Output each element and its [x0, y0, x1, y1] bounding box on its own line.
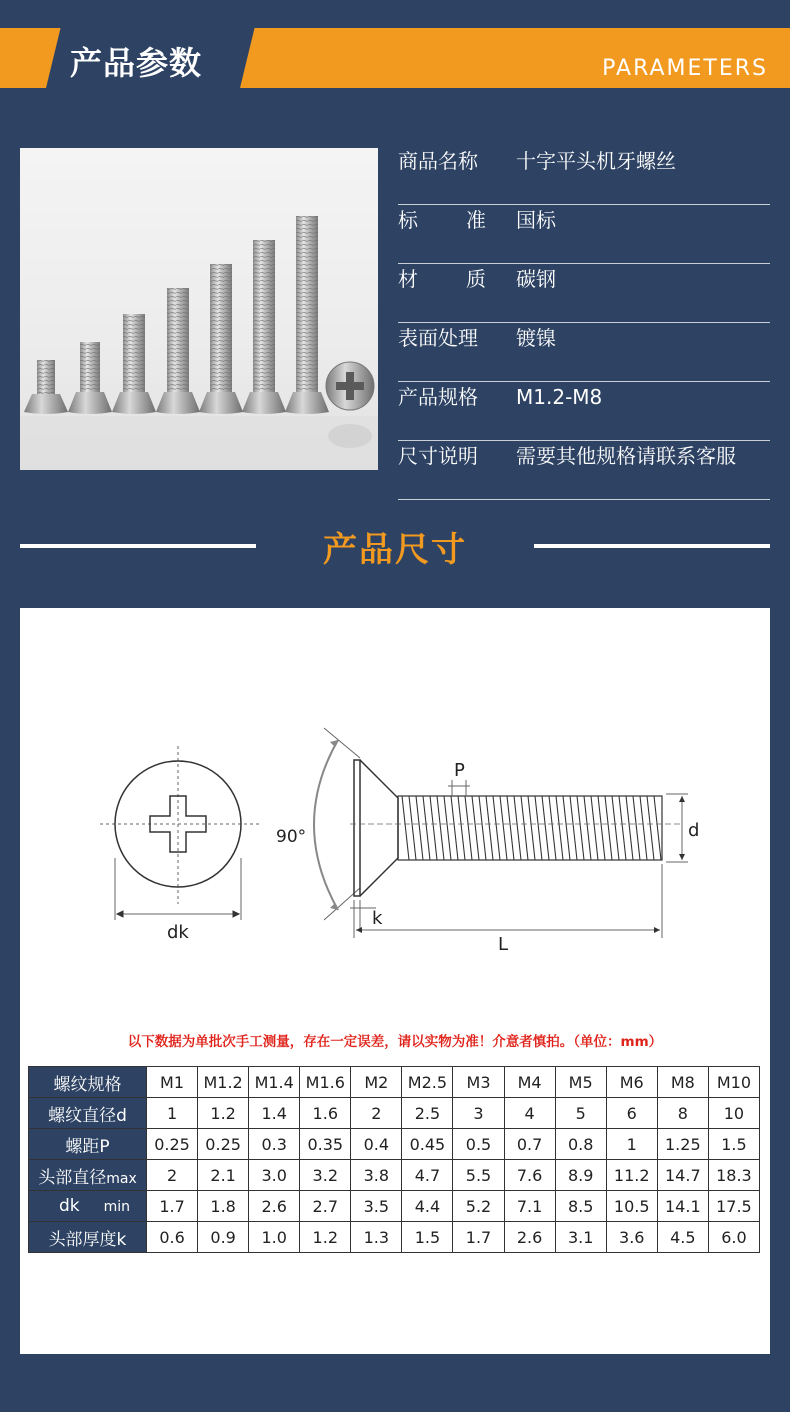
table-cell: 1 [147, 1098, 198, 1129]
table-cell: 14.1 [657, 1191, 708, 1222]
product-photo [20, 148, 378, 470]
table-cell: 2 [147, 1160, 198, 1191]
label-p: P [454, 760, 465, 781]
param-key: 商品名称 [398, 149, 478, 173]
row-header-label: 头部厚度k [48, 1229, 127, 1250]
table-cell: 0.4 [351, 1129, 402, 1160]
table-cell: 1.4 [249, 1098, 300, 1129]
table-cell: 1.5 [708, 1129, 759, 1160]
table-cell: 8 [657, 1098, 708, 1129]
row-header [29, 1067, 147, 1098]
table-cell: 0.35 [300, 1129, 351, 1160]
head-top-view [100, 746, 260, 920]
screw-photo-illustration [20, 148, 378, 470]
row-header [29, 1191, 147, 1222]
screw-side-view [350, 760, 680, 896]
param-value: 国标 [516, 208, 556, 232]
param-row-size-note [398, 441, 770, 500]
thread-line [437, 796, 444, 860]
table-cell: 0.25 [198, 1129, 249, 1160]
row-header-label: 螺纹直径d [48, 1105, 127, 1126]
table-cell: 3 [453, 1098, 504, 1129]
table-cell: 1.3 [351, 1222, 402, 1253]
parameter-list [398, 146, 770, 500]
row-header [29, 1222, 147, 1253]
table-cell: 3.2 [300, 1160, 351, 1191]
screw-2 [68, 342, 112, 414]
table-cell: 5 [555, 1098, 606, 1129]
param-key: 表面处理 [398, 326, 478, 350]
table-cell: 0.7 [504, 1129, 555, 1160]
param-key-part: 标 [398, 208, 418, 232]
header-banner [0, 0, 790, 90]
screw-dimension-diagram [20, 608, 770, 1028]
table-cell: M1.4 [249, 1067, 300, 1098]
thread-line [514, 796, 521, 860]
thread-line [598, 796, 605, 860]
thread-line [570, 796, 577, 860]
thread-line [465, 796, 472, 860]
thread-line [633, 796, 640, 860]
table-row [29, 1098, 760, 1129]
thread-line [563, 796, 570, 860]
table-cell: 4 [504, 1098, 555, 1129]
screw-7 [285, 216, 329, 414]
thread-line [605, 796, 612, 860]
thread-line [458, 796, 465, 860]
table-cell: 4.4 [402, 1191, 453, 1222]
table-cell: M1.6 [300, 1067, 351, 1098]
param-key-part: 准 [466, 208, 486, 232]
table-cell: 4.5 [657, 1222, 708, 1253]
label-angle: 90° [276, 827, 307, 847]
thread-line [500, 796, 507, 860]
table-cell: M1 [147, 1067, 198, 1098]
table-cell: 1.0 [249, 1222, 300, 1253]
thread-line [444, 796, 451, 860]
param-key: 尺寸说明 [398, 444, 478, 468]
table-cell: 0.9 [198, 1222, 249, 1253]
table-cell: 1.7 [453, 1222, 504, 1253]
row-header-label: dk [59, 1196, 80, 1216]
param-value: M1.2-M8 [516, 385, 603, 409]
table-cell: 7.6 [504, 1160, 555, 1191]
thread-line [416, 796, 423, 860]
spec-table [28, 1066, 760, 1253]
table-cell: 17.5 [708, 1191, 759, 1222]
row-header [29, 1098, 147, 1129]
table-cell: M3 [453, 1067, 504, 1098]
table-cell: 0.25 [147, 1129, 198, 1160]
row-header-label: 头部直径 [38, 1167, 107, 1188]
table-cell: 8.9 [555, 1160, 606, 1191]
row-header-label: 螺纹规格 [53, 1074, 122, 1095]
thread-line [549, 796, 556, 860]
param-key: 产品规格 [398, 385, 478, 409]
table-row [29, 1129, 760, 1160]
dimension-panel [20, 608, 770, 1354]
thread-line [535, 796, 542, 860]
row-header [29, 1160, 147, 1191]
thread-line [640, 796, 647, 860]
thread-line [542, 796, 549, 860]
param-key-part: 材 [398, 267, 418, 291]
table-row [29, 1191, 760, 1222]
param-key [398, 264, 486, 294]
table-cell: 7.1 [504, 1191, 555, 1222]
param-value: 碳钢 [516, 267, 556, 291]
thread-line [521, 796, 528, 860]
param-row-spec [398, 382, 770, 441]
screw-4 [156, 288, 200, 414]
table-cell: 3.1 [555, 1222, 606, 1253]
table-cell: 10.5 [606, 1191, 657, 1222]
table-cell: 5.2 [453, 1191, 504, 1222]
section-title: 产品尺寸 [323, 530, 467, 570]
thread-line [402, 796, 409, 860]
row-header-sub: max [106, 1170, 137, 1187]
table-cell: 1.6 [300, 1098, 351, 1129]
table-cell: 0.45 [402, 1129, 453, 1160]
param-value: 十字平头机牙螺丝 [516, 149, 676, 173]
table-cell: 1.8 [198, 1191, 249, 1222]
table-cell: 3.0 [249, 1160, 300, 1191]
thread-line [654, 796, 661, 860]
table-row [29, 1222, 760, 1253]
table-cell: M4 [504, 1067, 555, 1098]
table-cell: 1.2 [198, 1098, 249, 1129]
table-cell: 14.7 [657, 1160, 708, 1191]
table-cell: M8 [657, 1067, 708, 1098]
table-cell: M10 [708, 1067, 759, 1098]
screw-5 [199, 264, 243, 414]
param-row-product-name [398, 146, 770, 205]
table-cell: 18.3 [708, 1160, 759, 1191]
table-cell: 8.5 [555, 1191, 606, 1222]
table-cell: 0.8 [555, 1129, 606, 1160]
screw-3 [112, 314, 156, 414]
table-cell: 3.8 [351, 1160, 402, 1191]
row-header [29, 1129, 147, 1160]
table-cell: 4.7 [402, 1160, 453, 1191]
page-title: 产品参数 [70, 44, 203, 82]
thread-line [486, 796, 493, 860]
table-cell: 10 [708, 1098, 759, 1129]
measurement-note: 以下数据为单批次手工测量，存在一定误差，请以实物为准！介意者慎拍。（单位：mm） [127, 1034, 663, 1050]
table-cell: 0.5 [453, 1129, 504, 1160]
thread-line [619, 796, 626, 860]
label-d: d [688, 820, 700, 841]
table-cell: 0.3 [249, 1129, 300, 1160]
row-header-sub: min [103, 1199, 131, 1215]
param-key [398, 205, 486, 235]
table-cell: 6.0 [708, 1222, 759, 1253]
table-cell: 2.5 [402, 1098, 453, 1129]
table-cell: 1.5 [402, 1222, 453, 1253]
thread-line [528, 796, 535, 860]
row-header-label: 螺距P [65, 1136, 110, 1157]
thread-line [479, 796, 486, 860]
thread-line [626, 796, 633, 860]
label-dk: dk [167, 922, 189, 943]
thread-line [612, 796, 619, 860]
thread-line [409, 796, 416, 860]
table-cell: M2.5 [402, 1067, 453, 1098]
table-cell: M6 [606, 1067, 657, 1098]
table-cell: M2 [351, 1067, 402, 1098]
param-key-part: 质 [466, 267, 486, 291]
table-cell: M5 [555, 1067, 606, 1098]
thread-line [430, 796, 437, 860]
thread-line [493, 796, 500, 860]
label-l: L [498, 934, 509, 955]
table-cell: 3.5 [351, 1191, 402, 1222]
screw-6 [242, 240, 286, 414]
table-cell: M1.2 [198, 1067, 249, 1098]
table-cell: 0.6 [147, 1222, 198, 1253]
table-cell: 1.2 [300, 1222, 351, 1253]
table-cell: 11.2 [606, 1160, 657, 1191]
table-cell: 2.6 [504, 1222, 555, 1253]
table-cell: 1.25 [657, 1129, 708, 1160]
thread-line [591, 796, 598, 860]
thread-line [577, 796, 584, 860]
param-value: 需要其他规格请联系客服 [516, 444, 736, 468]
label-k: k [372, 908, 383, 929]
screw-1 [24, 360, 68, 414]
param-row-standard [398, 205, 770, 264]
table-cell: 2.1 [198, 1160, 249, 1191]
thread-line [451, 796, 458, 860]
page-subtitle: PARAMETERS [602, 56, 768, 81]
table-cell: 6 [606, 1098, 657, 1129]
table-cell: 1.7 [147, 1191, 198, 1222]
table-cell: 2.7 [300, 1191, 351, 1222]
table-cell: 1 [606, 1129, 657, 1160]
table-cell: 2 [351, 1098, 402, 1129]
param-row-surface [398, 323, 770, 382]
screw-head-top-view [326, 362, 374, 448]
thread-line [584, 796, 591, 860]
param-row-material [398, 264, 770, 323]
table-cell: 3.6 [606, 1222, 657, 1253]
thread-line [556, 796, 563, 860]
table-cell: 2.6 [249, 1191, 300, 1222]
table-row [29, 1160, 760, 1191]
thread-line [507, 796, 514, 860]
table-row [29, 1067, 760, 1098]
thread-line [472, 796, 479, 860]
table-cell: 5.5 [453, 1160, 504, 1191]
thread-line [647, 796, 654, 860]
thread-line [423, 796, 430, 860]
param-value: 镀镍 [516, 326, 556, 350]
